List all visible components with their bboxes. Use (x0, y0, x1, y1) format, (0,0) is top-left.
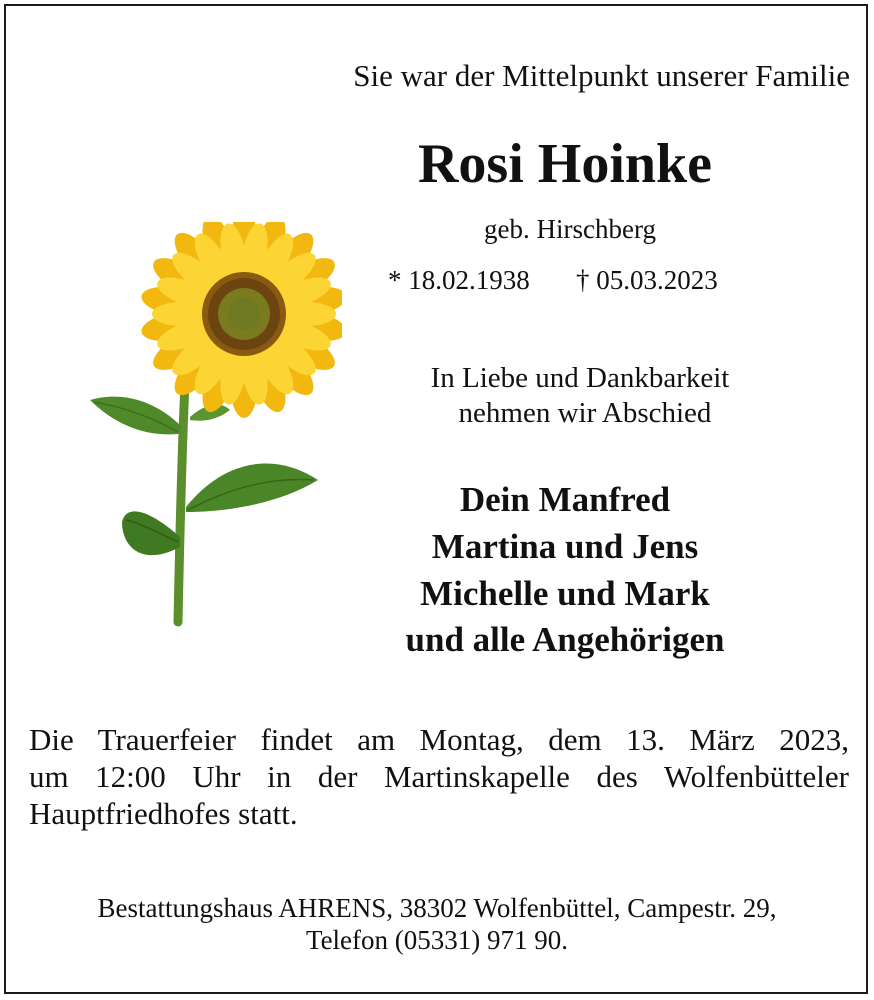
service-line-2: um 12:00 Uhr in der Martinskapelle des Wolfenbütteler (29, 759, 849, 794)
maiden-name: geb. Hirschberg (484, 214, 656, 244)
motto: Sie war der Mittelpunkt unserer Familie (353, 58, 850, 93)
sunflower-icon (82, 222, 342, 632)
birth-date: * 18.02.1938 (388, 265, 530, 295)
funeral-home-phone: Telefon (05331) 971 90. (305, 925, 569, 955)
mourner-1: Dein Manfred (459, 480, 671, 519)
farewell-line-1: In Liebe und Dankbarkeit (430, 362, 730, 394)
farewell-line-2: nehmen wir Abschied (458, 397, 712, 429)
mourner-4: und alle Angehörigen (405, 620, 725, 659)
service-line-3: Hauptfriedhofes statt. (29, 796, 298, 831)
mourner-2: Martina und Jens (431, 527, 699, 566)
mourner-3: Michelle und Mark (420, 574, 710, 613)
deceased-name: Rosi Hoinke (417, 133, 713, 195)
service-line-1: Die Trauerfeier findet am Montag, dem 13. März 2023, (29, 722, 849, 757)
funeral-home-address: Bestattungshaus AHRENS, 38302 Wolfenbüttel, Campestr. 29, (97, 893, 777, 923)
death-date: † 05.03.2023 (576, 265, 718, 295)
